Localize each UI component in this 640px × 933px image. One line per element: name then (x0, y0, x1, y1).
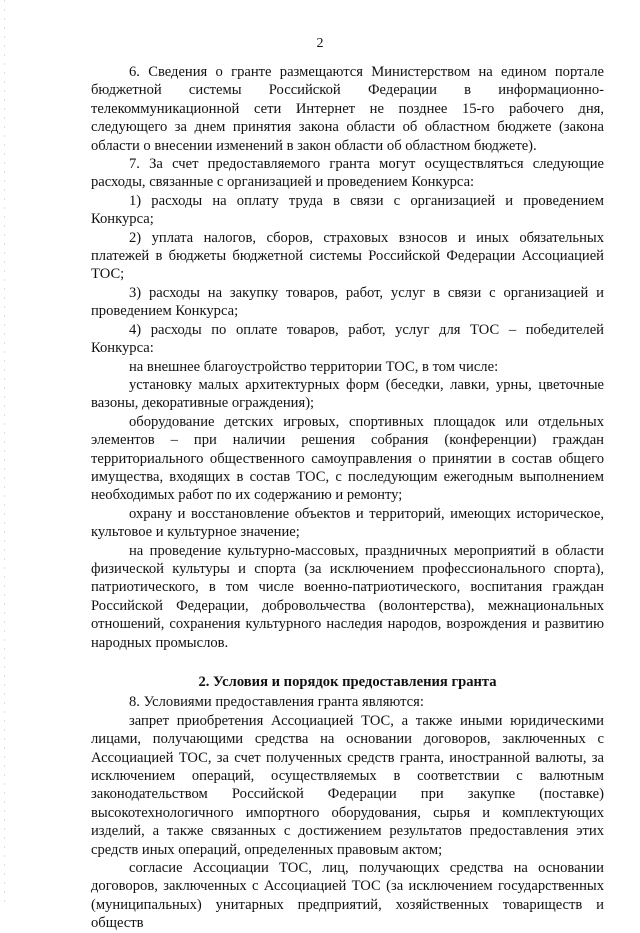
sub-item-heritage: охрану и восстановление объектов и территорий, имеющих историческое, культовое и культурное значение; (91, 505, 604, 541)
paragraph-6: 6. Сведения о гранте размещаются Министерством на едином портале бюджетной системы Российской Федерации в информационно-телекоммуникационной сети Интернет не позднее 15-го рабочего дня, следующего за днем принятия закона области об областном бюджете (закона области о внесении изменений в закон области об областном бюджете). (91, 64, 604, 154)
paragraph-7: 7. За счет предоставляемого гранта могут осуществляться следующие расходы, связанные с организацией и проведением Конкурса: (91, 156, 604, 191)
page-number: 2 (316, 36, 324, 51)
list-item-2: 2) уплата налогов, сборов, страховых взносов и иных обязательных платежей в бюджеты бюджетной системы Российской Федерации Ассоциацией ТОС; (91, 229, 604, 283)
sub-item-playgrounds: оборудование детских игровых, спортивных площадок или отдельных элементов – при наличии решения собрания (конференции) граждан территориального общественного самоуправления о принятии в состав общего имущества, входящих в состав ТОС, с последующим ежегодным выполнением необходимых работ по их содержанию и ремонту; (91, 413, 604, 504)
document-body (91, 63, 604, 933)
list-item-3: 3) расходы на закупку товаров, работ, услуг в связи с организацией и проведением Конкурса; (91, 284, 604, 320)
sub-item-events: на проведение культурно-массовых, праздничных мероприятий в области физической культуры и спорта (за исключением профессионального спорта), патриотического, в том числе военно-патриотического, воспитания граждан Российской Федерации, добровольчества (волонтерства), межнациональных отношений, сохранения культурного наследия народов, возрождения и развитию народных промыслов. (91, 542, 604, 651)
sub-item-small-forms: установку малых архитектурных форм (беседки, лавки, урны, цветочные вазоны, декоративные ограждения); (91, 376, 604, 412)
condition-consent: согласие Ассоциации ТОС, лиц, получающих средства на основании договоров, заключенных с Ассоциацией ТОС (за исключением государственных (муниципальных) унитарных предприятий, хозяйственных товариществ и обществ (91, 860, 604, 932)
condition-currency: запрет приобретения Ассоциацией ТОС, а также иными юридическими лицами, получающими средства на основании договоров, заключенных с Ассоциацией ТОС, за счет полученных средств гранта, иностранной валюты, за исключением операций, осуществляемых в соответствии с валютным законодательством Российской Федерации при закупке (поставке) высокотехнологичного импортного оборудования, сырья и комплектующих изделий, а также связанных с достижением результатов предоставления этих средств иных операций, определенных правовым актом; (91, 712, 604, 858)
paragraph-8: 8. Условиями предоставления гранта являются: (129, 694, 424, 711)
section-heading: 2. Условия и порядок предоставления гранта (198, 674, 497, 690)
list-item-1: 1) расходы на оплату труда в связи с организацией и проведением Конкурса; (91, 192, 604, 228)
scan-edge (4, 0, 5, 905)
sub-item-improvement: на внешнее благоустройство территории ТОС, в том числе: (129, 358, 499, 375)
list-item-4: 4) расходы по оплате товаров, работ, услуг для ТОС – победителей Конкурса: (91, 321, 604, 357)
